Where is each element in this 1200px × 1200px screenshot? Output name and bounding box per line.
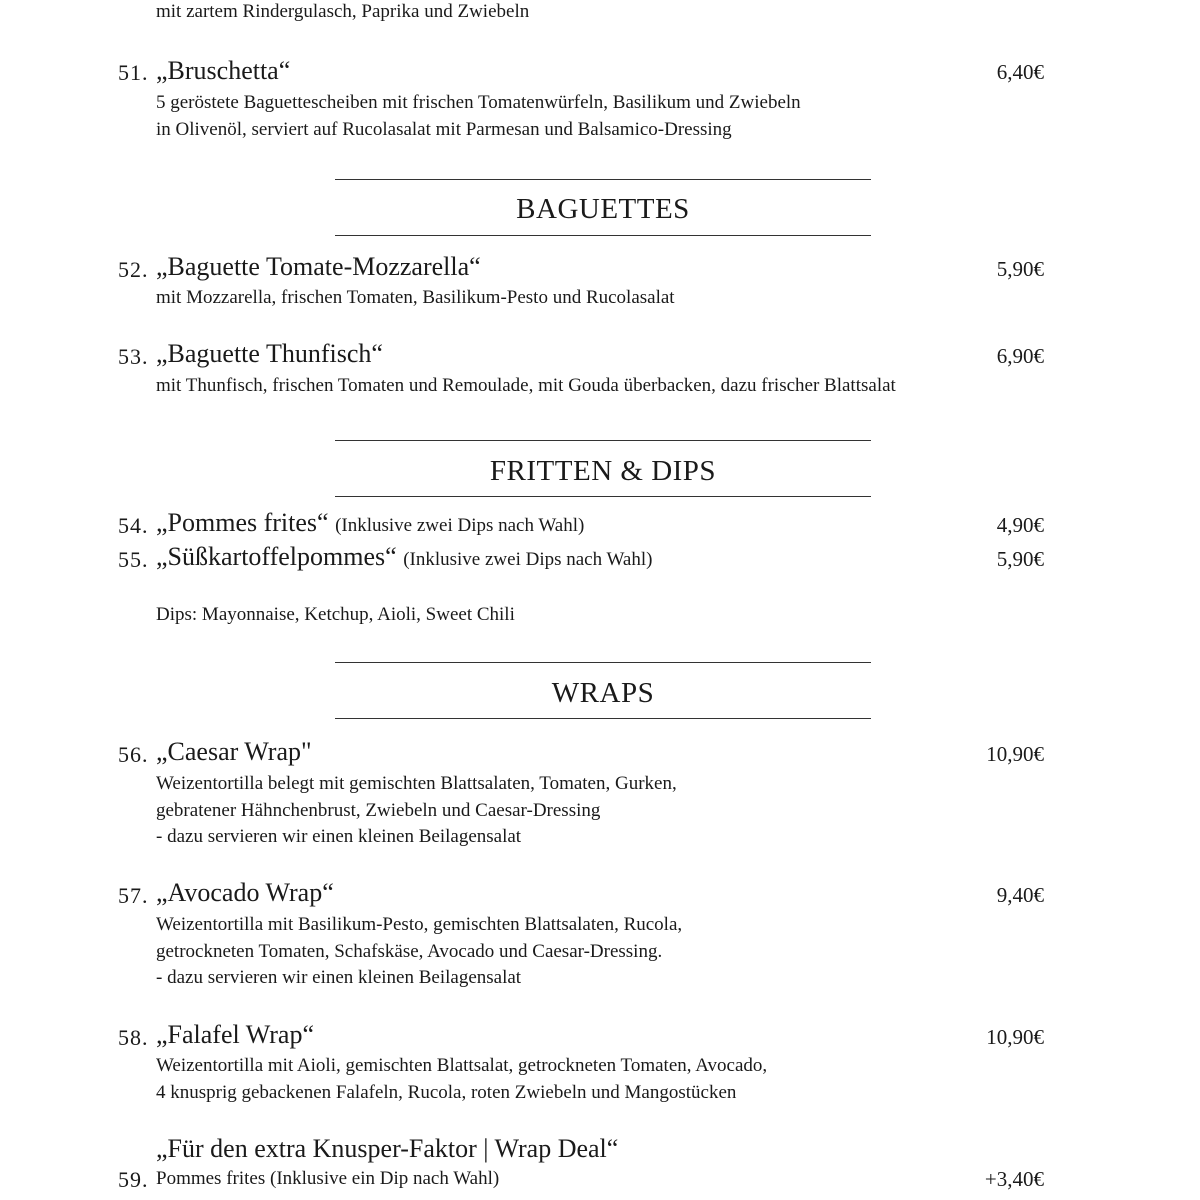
item-number: 53.	[118, 344, 149, 369]
item-description: gebratener Hähnchenbrust, Zwiebeln und Caesar-Dressing	[156, 800, 601, 821]
item-description: Weizentortilla belegt mit gemischten Blattsalaten, Tomaten, Gurken,	[156, 773, 677, 794]
section-divider-bottom	[335, 235, 871, 236]
item-title: „Baguette Tomate-Mozzarella“	[156, 252, 481, 281]
item-note: (Inklusive zwei Dips nach Wahl)	[403, 549, 653, 570]
item-title: „Avocado Wrap“	[156, 878, 334, 907]
item-number: 58.	[118, 1025, 149, 1050]
item-price: 9,40€	[996, 883, 1044, 907]
item-description: 5 geröstete Baguettescheiben mit frischen Tomatenwürfeln, Basilikum und Zwiebeln	[156, 92, 801, 113]
section-heading-wraps: WRAPS	[551, 677, 655, 709]
item-price: 10,90€	[986, 742, 1044, 766]
item-price: 5,90€	[996, 257, 1044, 281]
item-number: 52.	[118, 257, 149, 282]
section-divider-bottom	[335, 718, 871, 719]
item-number: 54.	[118, 513, 149, 538]
item-price: 6,40€	[996, 60, 1044, 84]
item-title-text: „Süßkartoffelpommes“	[156, 542, 397, 571]
section-divider-top	[335, 662, 871, 663]
item-number: 59.	[118, 1167, 149, 1192]
item-description: - dazu servieren wir einen kleinen Beilagensalat	[156, 967, 522, 988]
item-description: 4 knusprig gebackenen Falafeln, Rucola, roten Zwiebeln und Mangostücken	[156, 1082, 737, 1103]
item-description: Weizentortilla mit Aioli, gemischten Blattsalat, getrockneten Tomaten, Avocado,	[156, 1055, 768, 1076]
item-price: 5,90€	[996, 547, 1044, 571]
item-title-text: „Pommes frites“	[156, 508, 329, 537]
item-title: Pommes frites (Inklusive ein Dip nach Wahl)	[156, 1168, 500, 1189]
item-title	[156, 542, 652, 572]
item-title: „Baguette Thunfisch“	[156, 339, 383, 368]
item-description: getrockneten Tomaten, Schafskäse, Avocado und Caesar-Dressing.	[156, 941, 663, 962]
wrap-deal-title: „Für den extra Knusper-Faktor | Wrap Deal“	[156, 1134, 619, 1163]
item-number: 56.	[118, 742, 149, 767]
section-divider-top	[335, 440, 871, 441]
item-number: 51.	[118, 60, 149, 85]
item-price: +3,40€	[984, 1167, 1044, 1191]
dips-list: Dips: Mayonnaise, Ketchup, Aioli, Sweet Chili	[156, 604, 515, 625]
item-price: 4,90€	[996, 513, 1044, 537]
item-description: in Olivenöl, serviert auf Rucolasalat mit Parmesan und Balsamico-Dressing	[156, 119, 732, 140]
continued-description: mit zartem Rindergulasch, Paprika und Zwiebeln	[156, 1, 530, 22]
item-description: - dazu servieren wir einen kleinen Beilagensalat	[156, 826, 522, 847]
item-number: 55.	[118, 547, 149, 572]
item-title: „Caesar Wrap"	[156, 737, 312, 766]
item-description: mit Thunfisch, frischen Tomaten und Remoulade, mit Gouda überbacken, dazu frischer Blattsalat	[156, 375, 896, 396]
section-divider-top	[335, 179, 871, 180]
item-title	[156, 508, 584, 538]
item-price: 6,90€	[996, 344, 1044, 368]
item-title: „Bruschetta“	[156, 56, 291, 85]
section-divider-bottom	[335, 496, 871, 497]
section-heading-fritten-dips: FRITTEN & DIPS	[489, 455, 717, 487]
item-price: 10,90€	[986, 1025, 1044, 1049]
section-heading-baguettes: BAGUETTES	[516, 193, 690, 225]
item-description: mit Mozzarella, frischen Tomaten, Basilikum-Pesto und Rucolasalat	[156, 287, 675, 308]
item-description: Weizentortilla mit Basilikum-Pesto, gemischten Blattsalaten, Rucola,	[156, 914, 683, 935]
item-number: 57.	[118, 883, 149, 908]
item-title: „Falafel Wrap“	[156, 1020, 314, 1049]
item-note: (Inklusive zwei Dips nach Wahl)	[335, 515, 585, 536]
